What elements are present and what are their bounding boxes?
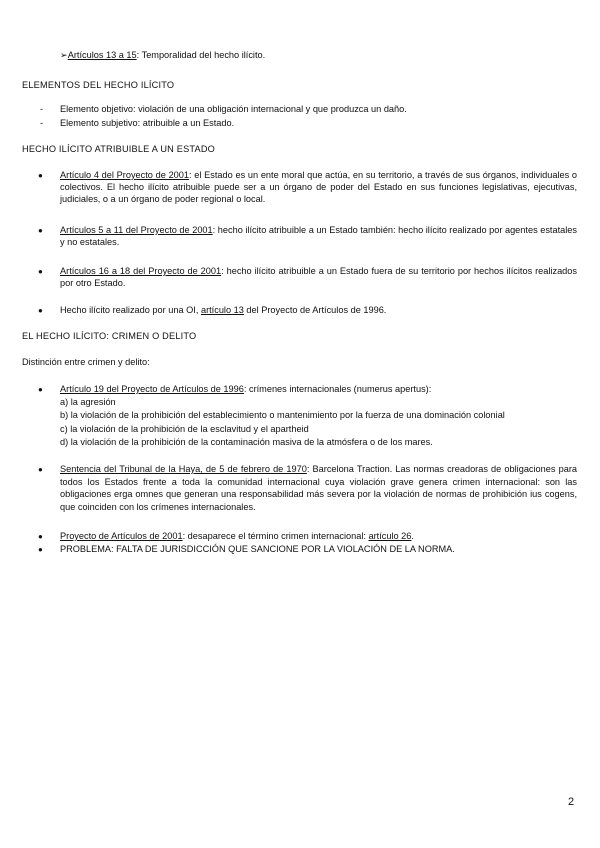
- item-text: : hecho ilícito atribuible a un Estado fuera de su territorio por hechos ilícitos realizados por otro Estado.: [60, 266, 577, 289]
- item-text: del Proyecto de Artículos de 1996.: [243, 305, 387, 315]
- section-title-attributable: HECHO ILÍCITO ATRIBUIBLE A UN ESTADO: [22, 144, 216, 154]
- item-ref: Artículos 5 a 11 del Proyecto de 2001: [60, 225, 213, 235]
- item-ref: Artículo 19 del Proyecto de Artículos de 1996: [60, 384, 244, 394]
- list-item: [60, 463, 577, 513]
- item-text: : Barcelona Traction. Las normas creadoras de obligaciones para todos los Estados frente a toda la comunidad internacional cuya violación grave genera crimen internacional: son las obligaciones erga omnes que generan una responsabilidad más severa por la violación de normas de prohibición ius cogens, que coinciden con los crímenes internacionales.: [60, 464, 577, 512]
- list-item: PROBLEMA: FALTA DE JURISDICCIÓN QUE SANCIONE POR LA VIOLACIÓN DE LA NORMA.: [60, 544, 455, 554]
- list-item: [60, 304, 577, 316]
- list-item: [60, 530, 577, 542]
- intro-text: Distinción entre crimen y delito:: [22, 357, 150, 367]
- bullet-icon: ●: [38, 226, 43, 235]
- item-text: : crímenes internacionales (numerus apertus):: [243, 384, 432, 394]
- item-text: : el Estado es un ente moral que actúa, en su territorio, a través de sus órganos, individuales o colectivos. El hecho ilícito atribuible puede ser a un órgano de poder del Estado en sus funciones legislativas, ejecutivas, judiciales, o a un órgano de poder regional o local.: [60, 170, 578, 205]
- section-title-crime: EL HECHO ILÍCITO: CRIMEN O DELITO: [22, 331, 197, 341]
- top-item-ref: Artículos 13 a 15: [67, 50, 137, 60]
- item-ref: Artículos 16 a 18 del Proyecto de 2001: [60, 266, 222, 276]
- top-item: [60, 50, 265, 61]
- dash-marker: -: [40, 118, 44, 128]
- item-pre: Hecho ilícito realizado por una OI,: [60, 305, 201, 315]
- sub-item: a) la agresión: [60, 397, 116, 408]
- item-tail: .: [411, 531, 414, 541]
- bullet-icon: ●: [38, 306, 43, 315]
- bullet-icon: ●: [38, 171, 43, 180]
- item-ref: Proyecto de Artículos de 2001: [60, 531, 183, 541]
- sub-item: c) la violación de la prohibición de la esclavitud y el apartheid: [60, 423, 309, 434]
- list-item: [60, 383, 577, 449]
- bullet-icon: ●: [38, 532, 43, 541]
- item-ref: Sentencia del Tribunal de la Haya, de 5 de febrero de 1970: [60, 464, 307, 474]
- bullet-icon: ●: [38, 545, 43, 554]
- top-item-text: : Temporalidad del hecho ilícito.: [136, 50, 266, 60]
- item-ref: Artículo 4 del Proyecto de 2001: [60, 170, 190, 180]
- section-title-elements: ELEMENTOS DEL HECHO ILÍCITO: [22, 80, 175, 90]
- list-item: [60, 169, 577, 206]
- bullet-icon: ●: [38, 385, 43, 394]
- item-ref: artículo 13: [200, 305, 244, 315]
- item-text: : desaparece el término crimen internacional:: [182, 531, 369, 541]
- item-text: : hecho ilícito atribuible a un Estado también: hecho ilícito realizado por agentes estatales y no estatales.: [60, 225, 577, 248]
- sub-item: d) la violación de la prohibición de la contaminación masiva de la atmósfera o de los mares.: [60, 436, 433, 447]
- list-item: [60, 224, 577, 248]
- list-item: Elemento subjetivo: atribuible a un Estado.: [60, 118, 235, 128]
- item-ref-2: artículo 26: [368, 531, 412, 541]
- dash-marker: -: [40, 104, 44, 114]
- arrow-bullet-icon: ➢: [60, 50, 68, 60]
- bullet-icon: ●: [38, 465, 43, 474]
- sub-item: b) la violación de la prohibición del establecimiento o mantenimiento por la fuerza de una dominación colonial: [60, 410, 505, 421]
- list-item: Elemento objetivo: violación de una obligación internacional y que produzca un daño.: [60, 104, 407, 114]
- list-item: [60, 265, 577, 289]
- page-number: 2: [568, 796, 575, 808]
- bullet-icon: ●: [38, 267, 43, 276]
